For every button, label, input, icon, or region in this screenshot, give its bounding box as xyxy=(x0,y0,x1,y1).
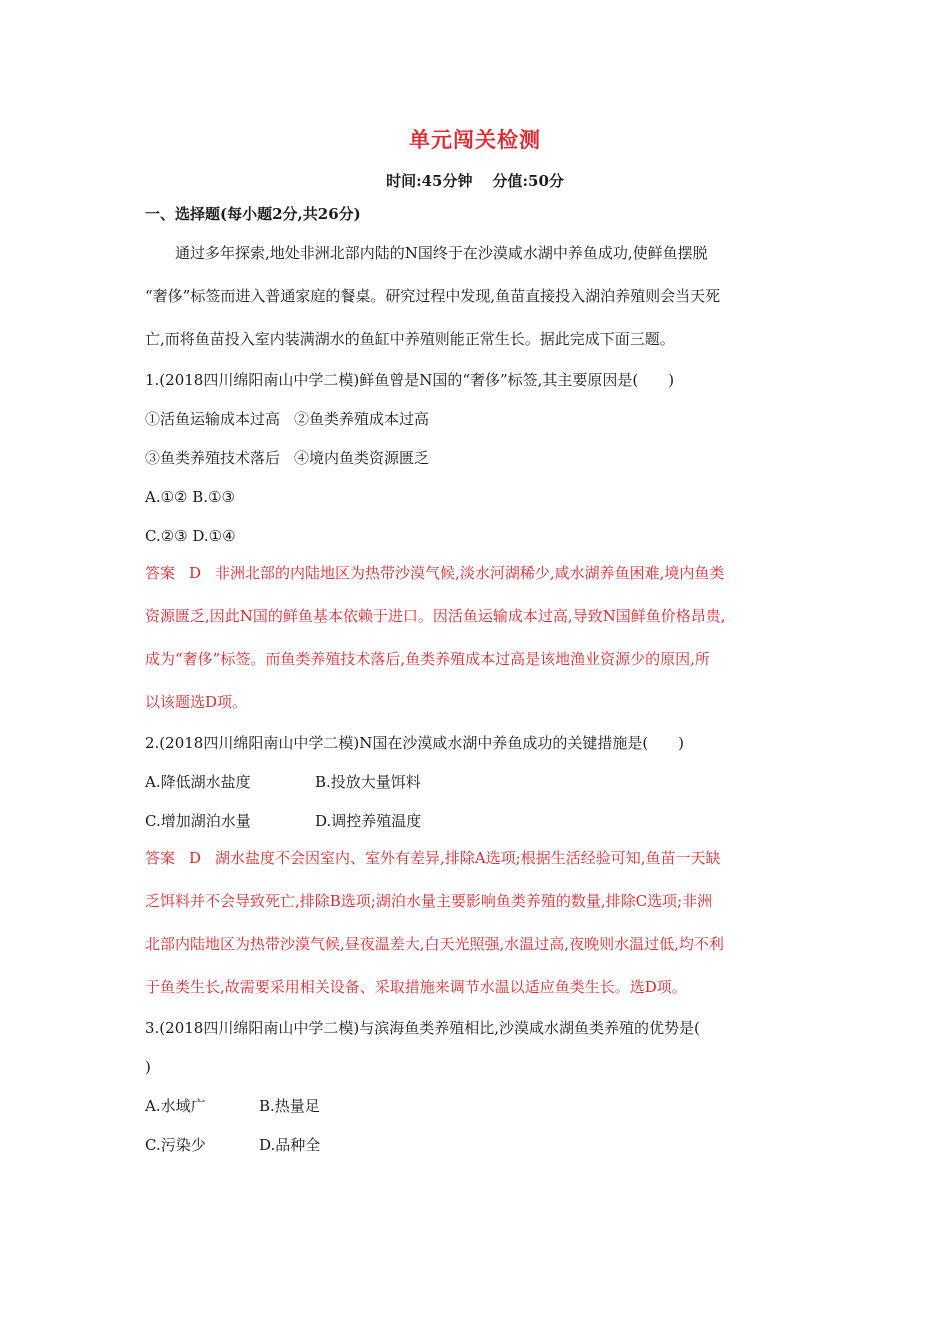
page-title: 单元闯关检测 xyxy=(409,127,541,152)
question-1-option-b: B.①③ xyxy=(192,488,235,506)
answer-letter: D xyxy=(189,849,202,867)
question-1-answer-line-2: 资源匮乏,因此N国的鲜鱼基本依赖于进口。因活鱼运输成本过高,导致N国鲜鱼价格昂贵, xyxy=(145,607,726,625)
question-1-item-1: ①活鱼运输成本过高 xyxy=(145,410,281,428)
question-3-option-c: C.污染少 xyxy=(145,1136,206,1154)
passage-line-1: 通过多年探索,地处非洲北部内陆的N国终于在沙漠咸水湖中养鱼成功,使鲜鱼摆脱 xyxy=(175,244,708,262)
question-3 xyxy=(145,1014,807,1159)
question-2-answer-line-2: 乏饵料并不会导致死亡,排除B选项;湖泊水量主要影响鱼类养殖的数量,排除C选项;非洲 xyxy=(145,892,713,910)
passage-line-2: “奢侈”标签而进入普通家庭的餐桌。研究过程中发现,鱼苗直接投入湖泊养殖则会当天死 xyxy=(145,287,721,305)
section-heading: 一、选择题(每小题2分,共26分) xyxy=(145,205,361,223)
answer-label: 答案 xyxy=(145,564,176,582)
question-1-answer xyxy=(145,552,807,724)
exam-meta xyxy=(0,170,950,191)
question-2-answer-line-3: 北部内陆地区为热带沙漠气候,昼夜温差大,白天光照强,水温过高,夜晚则水温过低,均不利 xyxy=(145,935,724,953)
question-2-stem: 2.(2018四川绵阳南山中学二模)N国在沙漠咸水湖中养鱼成功的关键措施是( ) xyxy=(145,734,685,752)
question-1-option-d: D.①④ xyxy=(192,527,236,545)
question-2-option-d: D.调控养殖温度 xyxy=(315,812,422,830)
question-1-option-a: A.①② xyxy=(145,488,188,506)
question-2-options-row-1 xyxy=(145,768,807,796)
time-limit: 时间:45分钟 xyxy=(386,172,473,190)
question-1-answer-line-3: 成为“奢侈”标签。而鱼类养殖技术落后,鱼类养殖成本过高是该地渔业资源少的原因,所 xyxy=(145,650,710,668)
question-1-answer-line-4: 以该题选D项。 xyxy=(145,693,248,711)
question-1-answer-line-1: 答案 D 非洲北部的内陆地区为热带沙漠气候,淡水河湖稀少,咸水湖养鱼困难,境内鱼类 xyxy=(145,564,725,582)
question-1-options-row-1 xyxy=(145,483,807,511)
question-2-option-c: C.增加湖泊水量 xyxy=(145,812,251,830)
passage-line-3: 亡,而将鱼苗投入室内装满湖水的鱼缸中养殖则能正常生长。据此完成下面三题。 xyxy=(145,330,675,348)
question-3-options-row-2 xyxy=(145,1131,807,1159)
question-2-option-a: A.降低湖水盐度 xyxy=(145,773,251,791)
total-score: 分值:50分 xyxy=(492,172,564,190)
answer-letter: D xyxy=(189,564,202,582)
question-1-item-2: ②鱼类养殖成本过高 xyxy=(294,410,430,428)
reading-passage xyxy=(145,232,807,361)
question-1-items-row-1 xyxy=(145,405,807,433)
question-1-item-3: ③鱼类养殖技术落后 xyxy=(145,449,281,467)
question-3-options-row-1 xyxy=(145,1092,807,1120)
answer-label: 答案 xyxy=(145,849,176,867)
question-3-stem-line-1: 3.(2018四川绵阳南山中学二模)与滨海鱼类养殖相比,沙漠咸水湖鱼类养殖的优势是( xyxy=(145,1019,700,1037)
question-1 xyxy=(145,366,807,724)
question-1-item-4: ④境内鱼类资源匮乏 xyxy=(294,449,430,467)
question-1-stem: 1.(2018四川绵阳南山中学二模)鲜鱼曾是N国的“奢侈”标签,其主要原因是( ) xyxy=(145,371,675,389)
question-2-answer-line-4: 于鱼类生长,故需要采用相关设备、采取措施来调节水温以适应鱼类生长。选D项。 xyxy=(145,978,687,996)
question-3-option-b: B.热量足 xyxy=(259,1097,320,1115)
question-2-option-b: B.投放大量饵料 xyxy=(315,773,421,791)
document-body xyxy=(145,200,807,1159)
question-1-option-c: C.②③ xyxy=(145,527,188,545)
question-3-stem-line-2: ) xyxy=(145,1058,151,1076)
question-2-answer-line-1: 答案 D 湖水盐度不会因室内、室外有差异,排除A选项;根据生活经验可知,鱼苗一天缺 xyxy=(145,849,721,867)
question-1-options-row-2 xyxy=(145,522,807,550)
question-2-options-row-2 xyxy=(145,807,807,835)
question-3-option-d: D.品种全 xyxy=(259,1136,321,1154)
question-2-answer xyxy=(145,837,807,1009)
question-2 xyxy=(145,729,807,1009)
question-1-items-row-2 xyxy=(145,444,807,472)
question-3-option-a: A.水域广 xyxy=(145,1097,206,1115)
